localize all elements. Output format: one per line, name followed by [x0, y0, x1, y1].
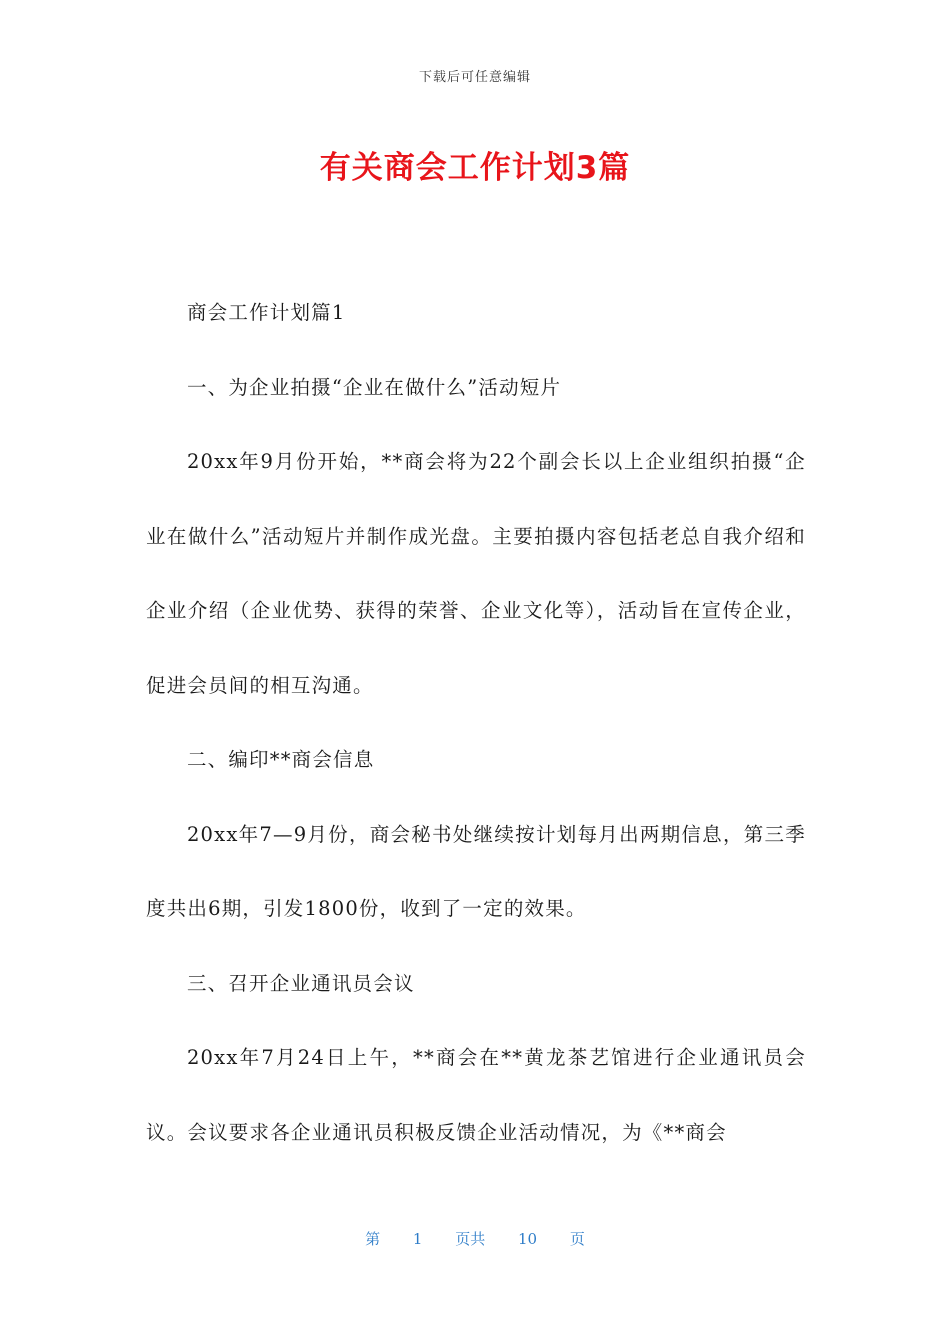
item-heading-1: 一、为企业拍摄“企业在做什么”活动短片	[186, 375, 562, 399]
page-footer	[0, 1228, 950, 1249]
body-paragraph-2: 20xx年7—9月份，商会秘书处继续按计划每月出两期信息，第三季度共出6期，引发1800份，收到了一定的效果。	[146, 822, 806, 920]
document-title: 有关商会工作计划3篇	[319, 150, 631, 186]
body-paragraph-3: 20xx年7月24日上午，**商会在**黄龙茶艺馆进行企业通讯员会议。会议要求各企业通讯员积极反馈企业活动情况，为《**商会	[146, 1046, 806, 1144]
item-heading-2: 二、编印**商会信息	[186, 748, 375, 771]
footer-middle: 页共	[455, 1230, 486, 1248]
body-paragraph-1: 20xx年9月份开始，**商会将为22个副会长以上企业组织拍摄“企业在做什么”活动短片并制作成光盘。主要拍摄内容包括老总自我介绍和企业介绍（企业优势、获得的荣誉、企业文化等），活动旨在宣传企业，促进会员间的相互沟通。	[146, 450, 806, 697]
footer-suffix: 页	[569, 1230, 585, 1248]
item-heading-3: 三、召开企业通讯员会议	[186, 971, 415, 995]
header-note: 下载后可任意编辑	[418, 70, 531, 85]
footer-prefix: 第	[365, 1230, 381, 1248]
document-body	[146, 276, 806, 1170]
footer-total-pages: 10	[518, 1230, 538, 1248]
section-heading: 商会工作计划篇1	[186, 301, 346, 324]
footer-page-number: 1	[412, 1230, 423, 1248]
